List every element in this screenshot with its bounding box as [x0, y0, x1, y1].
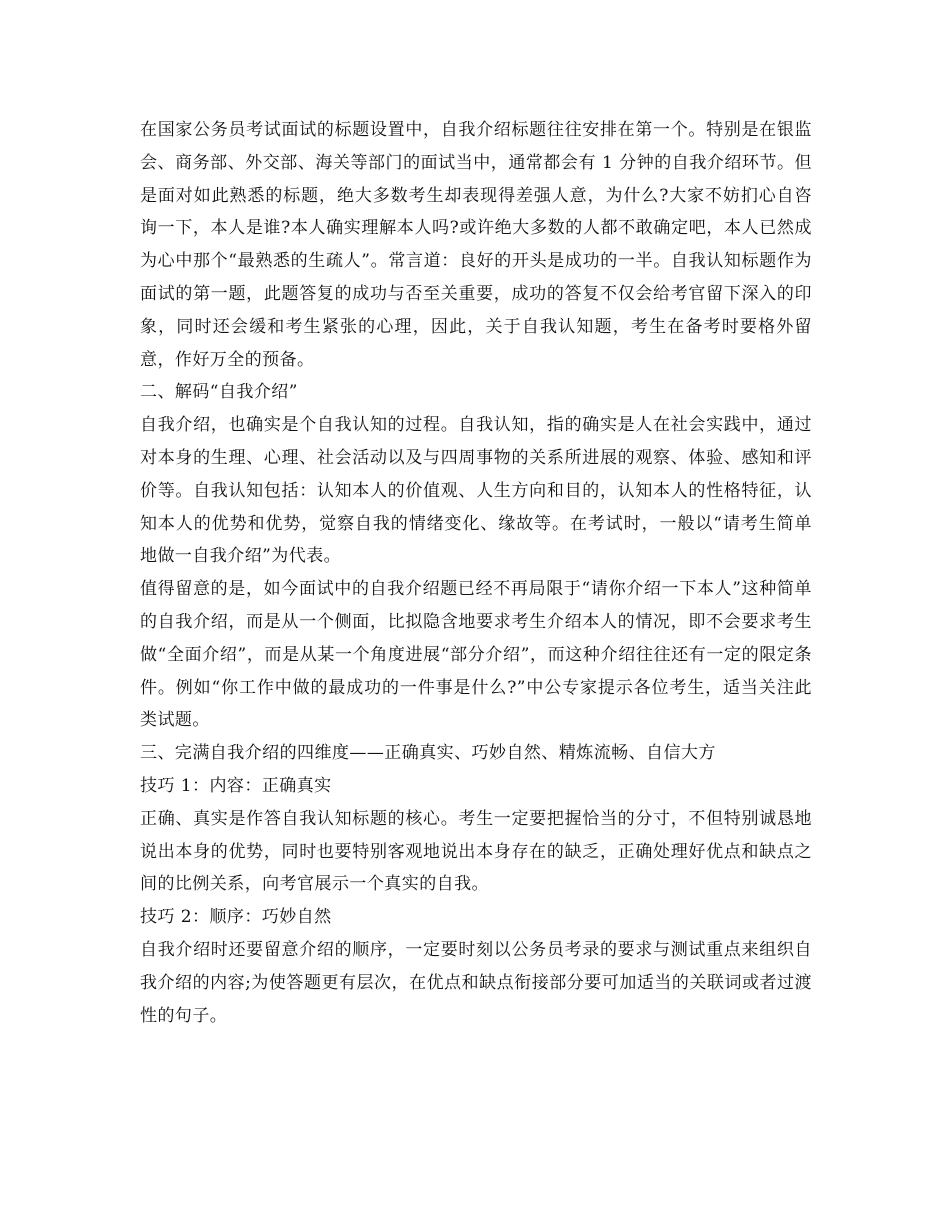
tip-1-heading: 技巧 1：内容：正确真实 [140, 775, 332, 796]
section-heading-decode: 二、解码“自我介绍” [140, 382, 298, 403]
section-heading-four-dimensions: 三、完满自我介绍的四维度——正确真实、巧妙自然、精炼流畅、自信大方 [140, 743, 716, 764]
self-cognition-paragraph: 自我介绍，也确实是个自我认知的过程。自我认知，指的确实是人在社会实践中，通过对本身的生理、心理、社会活动以及与四周事物的关系所进展的观察、体验、感知和评价等。自我认知包括：认知本人的价值观、人生方向和目的，认知本人的性格特征，认知本人的优势和优势，觉察自我的情绪变化、缘故等。在考试时，一般以“请考生简单地做一自我介绍”为代表。 [140, 415, 812, 567]
tip-2-paragraph: 自我介绍时还要留意介绍的顺序，一定要时刻以公务员考录的要求与测试重点来组织自我介绍的内容;为使答题更有层次，在优点和缺点衔接部分要可加适当的关联词或者过渡性的句子。 [140, 939, 812, 1026]
intro-paragraph: 在国家公务员考试面试的标题设置中，自我介绍标题往往安排在第一个。特别是在银监会、商务部、外交部、海关等部门的面试当中，通常都会有 1 分钟的自我介绍环节。但是面对如此熟悉的标题，绝大多数考生却表现得差强人意，为什么?大家不妨扪心自咨询一下，本人是谁?本人确实理解本人吗?或许绝大多数的人都不敢确定吧，本人已然成为心中那个“最熟悉的生疏人”。常言道：良好的开头是成功的一半。自我认知标题作为面试的第一题，此题答复的成功与否至关重要，成功的答复不仅会给考官留下深入的印象，同时还会缓和考生紧张的心理，因此，关于自我认知题，考生在备考时要格外留意，作好万全的预备。 [140, 120, 812, 370]
tip-2-heading: 技巧 2：顺序：巧妙自然 [140, 907, 332, 928]
document-body [140, 114, 812, 1032]
tip-1-paragraph: 正确、真实是作答自我认知标题的核心。考生一定要把握恰当的分寸，不但特别诚恳地说出本身的优势，同时也要特别客观地说出本身存在的缺乏，正确处理好优点和缺点之间的比例关系，向考官展示一个真实的自我。 [140, 808, 812, 895]
notice-paragraph: 值得留意的是，如今面试中的自我介绍题已经不再局限于“请你介绍一下本人”这种简单的自我介绍，而是从一个侧面，比拟隐含地要求考生介绍本人的情况，即不会要求考生做“全面介绍”，而是从某一个角度进展“部分介绍”，而这种介绍往往还有一定的限定条件。例如“你工作中做的最成功的一件事是什么?”中公专家提示各位考生，适当关注此类试题。 [140, 579, 812, 731]
